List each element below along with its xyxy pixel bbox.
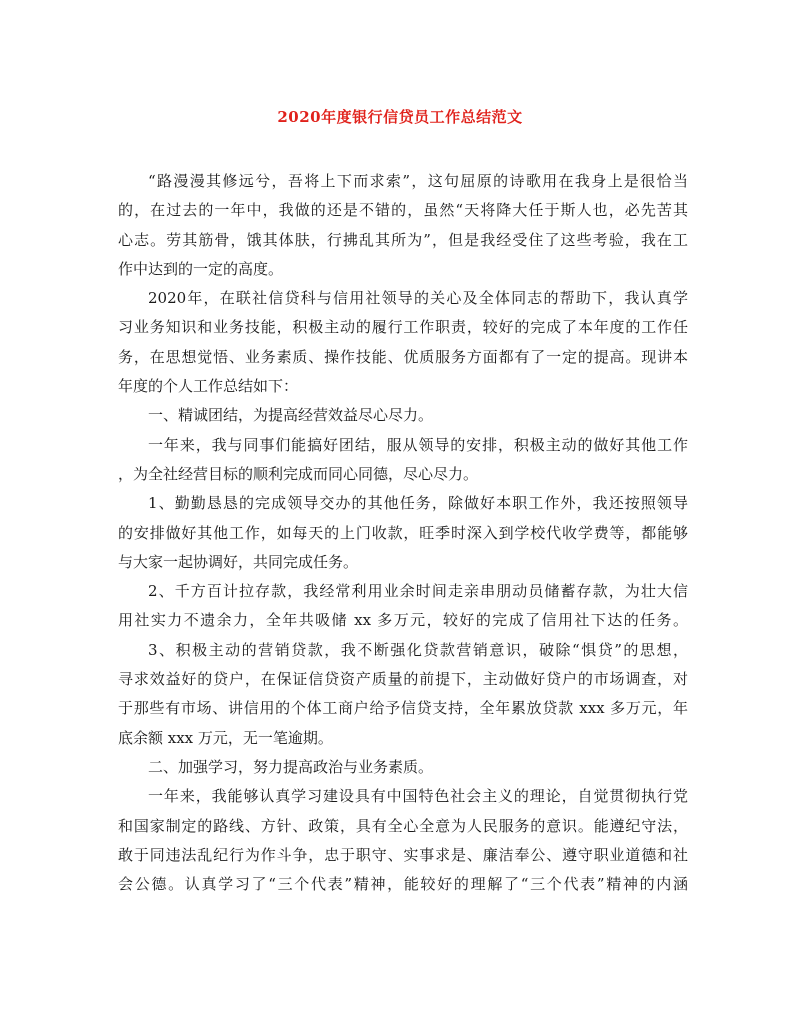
text-line: 敢于同违法乱纪行为作斗争，忠于职守、实事求是、廉洁奉公、遵守职业道德和社	[118, 845, 688, 864]
text-line: 的，在过去的一年中，我做的还是不错的，虽然“天将降大任于斯人也，必先苦其	[118, 201, 688, 220]
text-line: 务，在思想觉悟、业务素质、操作技能、优质服务方面都有了一定的提高。现讲本	[118, 347, 688, 366]
text-line: 与大家一起协调好，共同完成任务。	[118, 552, 359, 571]
text-line: 的安排做好其他工作，如每天的上门收款，旺季时深入到学校代收学费等，都能够	[118, 523, 688, 542]
text-line: 寻求效益好的贷户，在保证信贷资产质量的前提下，主动做好贷户的市场调查，对	[118, 670, 688, 689]
document-body	[118, 167, 688, 899]
text-line: 底余额 xxx 万元，无一笔逾期。	[118, 728, 333, 747]
text-line: 年度的个人工作总结如下：	[118, 377, 299, 396]
text-line: 1、勤勤恳恳的完成领导交办的其他任务，除做好本职工作外，我还按照领导	[148, 494, 688, 513]
text-line: 和国家制定的路线、方针、政策，具有全心全意为人民服务的意识。能遵纪守法，	[118, 816, 688, 835]
text-line: 习业务知识和业务技能，积极主动的履行工作职责，较好的完成了本年度的工作任	[118, 318, 688, 337]
text-line: “路漫漫其修远兮，吾将上下而求索”，这句屈原的诗歌用在我身上是很恰当	[148, 172, 688, 190]
text-line: 用社实力不遗余力，全年共吸储 xx 多万元，较好的完成了信用社下达的任务。	[118, 611, 688, 630]
text-line: 一年来，我能够认真学习建设具有中国特色社会主义的理论，自觉贯彻执行党	[148, 787, 688, 806]
text-line: 2、千方百计拉存款，我经常利用业余时间走亲串朋动员储蓄存款，为壮大信	[148, 582, 688, 601]
document-title: 2020年度银行信贷员工作总结范文	[277, 108, 523, 126]
text-line: 2020年，在联社信贷科与信用社领导的关心及全体同志的帮助下，我认真学	[148, 289, 688, 308]
text-line: 二、加强学习，努力提高政治与业务素质。	[148, 757, 434, 776]
text-line: 会公德。认真学习了“三个代表”精神，能较好的理解了“三个代表”精神的内涵	[118, 875, 688, 894]
text-line: 一、精诚团结，为提高经营效益尽心尽力。	[148, 406, 434, 425]
text-line: 3、积极主动的营销贷款，我不断强化贷款营销意识，破除“惧贷”的思想，	[148, 640, 688, 659]
text-line: 心志。劳其筋骨，饿其体肤，行拂乱其所为”，但是我经受住了这些考验，我在工	[118, 230, 688, 249]
text-line: 一年来，我与同事们能搞好团结，服从领导的安排，积极主动的做好其他工作	[148, 435, 688, 454]
text-line: 作中达到的一定的高度。	[118, 259, 284, 278]
text-line: ，为全社经营目标的顺利完成而同心同德，尽心尽力。	[118, 464, 479, 483]
text-line: 于那些有市场、讲信用的个体工商户给予信贷支持，全年累放贷款 xxx 多万元，年	[118, 699, 688, 718]
